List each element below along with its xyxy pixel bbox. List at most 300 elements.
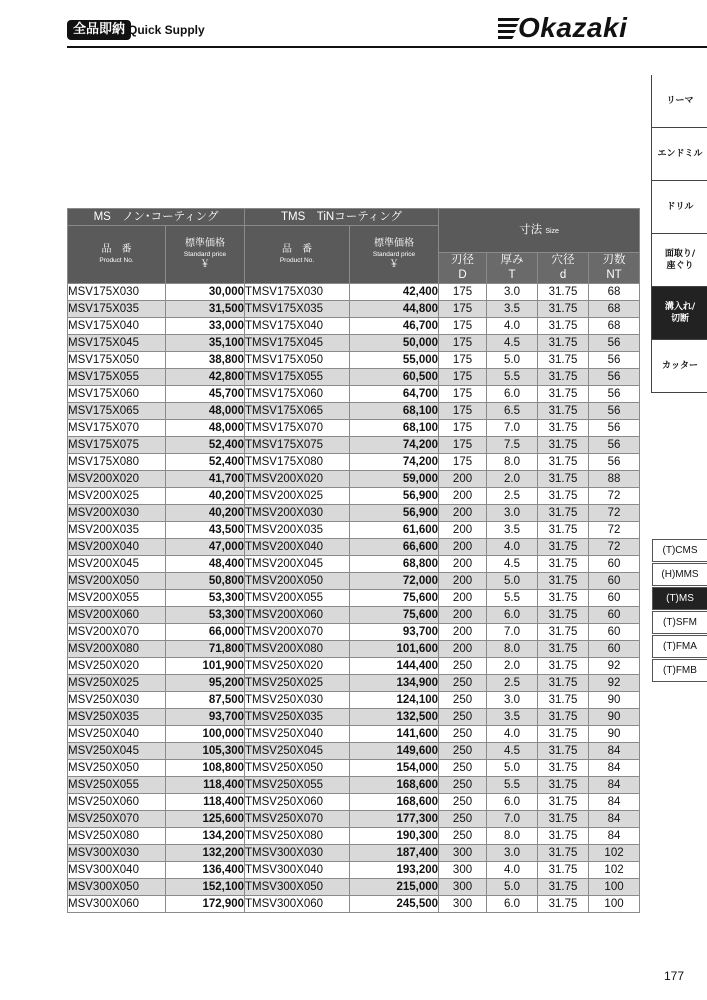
table-cell: 31.75 — [538, 301, 589, 318]
table-cell: 190,300 — [350, 828, 439, 845]
table-cell: 200 — [439, 641, 487, 658]
table-cell: 31.75 — [538, 624, 589, 641]
table-row — [68, 641, 640, 658]
table-cell: 31.75 — [538, 454, 589, 471]
table-cell: 95,200 — [166, 675, 245, 692]
table-cell: 31.75 — [538, 879, 589, 896]
table-cell: 87,500 — [166, 692, 245, 709]
table-cell: TMSV175X035 — [245, 301, 350, 318]
table-cell: 132,200 — [166, 845, 245, 862]
table-cell: 68,800 — [350, 556, 439, 573]
table-cell: 175 — [439, 352, 487, 369]
table-cell: 56 — [589, 420, 640, 437]
table-cell: 101,600 — [350, 641, 439, 658]
table-row — [68, 318, 640, 335]
table-row — [68, 760, 640, 777]
table-cell: 101,900 — [166, 658, 245, 675]
series-tab-2[interactable]: (T)MS — [652, 587, 707, 610]
table-cell: 149,600 — [350, 743, 439, 760]
table-cell: MSV250X045 — [68, 743, 166, 760]
table-cell: 72 — [589, 505, 640, 522]
side-tab-4[interactable]: 溝入れ/ 切断 — [652, 287, 707, 340]
table-cell: MSV175X075 — [68, 437, 166, 454]
table-cell: 56,900 — [350, 488, 439, 505]
table-cell: 31.75 — [538, 318, 589, 335]
table-cell: MSV200X040 — [68, 539, 166, 556]
table-cell: MSV250X030 — [68, 692, 166, 709]
table-cell: 100,000 — [166, 726, 245, 743]
table-cell: 74,200 — [350, 454, 439, 471]
table-cell: 84 — [589, 777, 640, 794]
table-cell: TMSV250X070 — [245, 811, 350, 828]
series-tab-4[interactable]: (T)FMA — [652, 635, 707, 658]
table-cell: 250 — [439, 726, 487, 743]
table-cell: 53,300 — [166, 607, 245, 624]
size-header: 寸法 Size — [439, 209, 640, 253]
table-cell: TMSV200X070 — [245, 624, 350, 641]
table-cell: MSV175X080 — [68, 454, 166, 471]
table-cell: 175 — [439, 369, 487, 386]
table-cell: 93,700 — [166, 709, 245, 726]
table-cell: 3.0 — [487, 284, 538, 301]
table-cell: 215,000 — [350, 879, 439, 896]
table-cell: 124,100 — [350, 692, 439, 709]
table-cell: 43,500 — [166, 522, 245, 539]
table-cell: TMSV200X080 — [245, 641, 350, 658]
table-cell: TMSV200X055 — [245, 590, 350, 607]
table-row — [68, 726, 640, 743]
table-row — [68, 658, 640, 675]
table-cell: 2.0 — [487, 471, 538, 488]
table-cell: 177,300 — [350, 811, 439, 828]
table-cell: 31.75 — [538, 641, 589, 658]
page-number: 177 — [664, 969, 685, 983]
table-cell: 175 — [439, 437, 487, 454]
table-cell: 200 — [439, 522, 487, 539]
table-cell: 31.75 — [538, 658, 589, 675]
table-cell: 42,400 — [350, 284, 439, 301]
table-row — [68, 369, 640, 386]
table-cell: 31.75 — [538, 471, 589, 488]
table-cell: 53,300 — [166, 590, 245, 607]
table-cell: 6.0 — [487, 794, 538, 811]
table-cell: 72 — [589, 539, 640, 556]
table-cell: 35,100 — [166, 335, 245, 352]
side-tab-0[interactable]: リーマ — [652, 75, 707, 128]
table-cell: MSV300X050 — [68, 879, 166, 896]
table-cell: 31.75 — [538, 573, 589, 590]
table-row — [68, 828, 640, 845]
table-cell: MSV250X020 — [68, 658, 166, 675]
table-cell: 250 — [439, 675, 487, 692]
table-cell: 193,200 — [350, 862, 439, 879]
table-row — [68, 471, 640, 488]
table-cell: TMSV175X075 — [245, 437, 350, 454]
table-row — [68, 420, 640, 437]
table-cell: 200 — [439, 607, 487, 624]
col-price-ms: 標準価格 Standard price ￥ — [166, 226, 245, 284]
table-cell: TMSV300X040 — [245, 862, 350, 879]
group-header-tms: TMS TiNコーティング — [245, 209, 439, 226]
table-row — [68, 607, 640, 624]
table-cell: 7.5 — [487, 437, 538, 454]
table-cell: 41,700 — [166, 471, 245, 488]
table-cell: 74,200 — [350, 437, 439, 454]
table-cell: MSV175X065 — [68, 403, 166, 420]
table-cell: 31.75 — [538, 862, 589, 879]
quick-supply-badge: 全品即納 — [67, 20, 131, 40]
table-cell: 250 — [439, 658, 487, 675]
table-cell: 300 — [439, 862, 487, 879]
table-cell: TMSV300X050 — [245, 879, 350, 896]
table-cell: 84 — [589, 794, 640, 811]
table-cell: 31.75 — [538, 675, 589, 692]
table-cell: 52,400 — [166, 454, 245, 471]
table-cell: MSV200X060 — [68, 607, 166, 624]
table-cell: 72 — [589, 522, 640, 539]
table-cell: 7.0 — [487, 420, 538, 437]
table-cell: 33,000 — [166, 318, 245, 335]
table-cell: 175 — [439, 403, 487, 420]
table-cell: TMSV175X055 — [245, 369, 350, 386]
table-row — [68, 301, 640, 318]
table-row — [68, 505, 640, 522]
table-cell: 141,600 — [350, 726, 439, 743]
table-cell: 5.0 — [487, 879, 538, 896]
table-cell: 4.5 — [487, 743, 538, 760]
table-row — [68, 709, 640, 726]
table-cell: MSV250X040 — [68, 726, 166, 743]
table-cell: TMSV250X035 — [245, 709, 350, 726]
table-cell: 134,900 — [350, 675, 439, 692]
side-tab-1[interactable]: エンドミル — [652, 128, 707, 181]
table-cell: 60,500 — [350, 369, 439, 386]
table-cell: 300 — [439, 879, 487, 896]
col-thickness: 厚み T — [487, 253, 538, 284]
table-cell: 40,200 — [166, 505, 245, 522]
table-cell: 48,400 — [166, 556, 245, 573]
table-row — [68, 454, 640, 471]
table-cell: 84 — [589, 828, 640, 845]
table-cell: MSV200X055 — [68, 590, 166, 607]
table-cell: 44,800 — [350, 301, 439, 318]
table-cell: 187,400 — [350, 845, 439, 862]
table-cell: 31.75 — [538, 369, 589, 386]
table-cell: 200 — [439, 624, 487, 641]
table-cell: 175 — [439, 318, 487, 335]
table-cell: 68 — [589, 284, 640, 301]
table-cell: 300 — [439, 896, 487, 913]
table-cell: 168,600 — [350, 777, 439, 794]
table-cell: MSV250X035 — [68, 709, 166, 726]
table-cell: 60 — [589, 607, 640, 624]
table-cell: TMSV175X050 — [245, 352, 350, 369]
table-cell: MSV250X025 — [68, 675, 166, 692]
table-cell: 72 — [589, 488, 640, 505]
table-cell: 60 — [589, 590, 640, 607]
table-row — [68, 386, 640, 403]
table-cell: 52,400 — [166, 437, 245, 454]
table-cell: 46,700 — [350, 318, 439, 335]
table-cell: 4.5 — [487, 335, 538, 352]
col-teeth: 刃数 NT — [589, 253, 640, 284]
table-cell: 50,800 — [166, 573, 245, 590]
table-cell: 6.0 — [487, 386, 538, 403]
table-cell: 175 — [439, 284, 487, 301]
table-cell: 134,200 — [166, 828, 245, 845]
table-cell: 144,400 — [350, 658, 439, 675]
table-row — [68, 777, 640, 794]
table-cell: MSV200X030 — [68, 505, 166, 522]
table-row — [68, 573, 640, 590]
table-cell: 250 — [439, 777, 487, 794]
table-cell: 90 — [589, 726, 640, 743]
table-cell: 40,200 — [166, 488, 245, 505]
table-cell: 31.75 — [538, 896, 589, 913]
col-product-tms: 品 番 Product No. — [245, 226, 350, 284]
table-row — [68, 811, 640, 828]
table-cell: 2.0 — [487, 658, 538, 675]
table-cell: 245,500 — [350, 896, 439, 913]
table-cell: 84 — [589, 811, 640, 828]
table-cell: 168,600 — [350, 794, 439, 811]
table-cell: 175 — [439, 335, 487, 352]
table-row — [68, 403, 640, 420]
table-cell: TMSV300X060 — [245, 896, 350, 913]
table-cell: TMSV250X030 — [245, 692, 350, 709]
table-cell: MSV175X045 — [68, 335, 166, 352]
table-row — [68, 437, 640, 454]
table-cell: 56 — [589, 454, 640, 471]
table-cell: 60 — [589, 556, 640, 573]
table-cell: 200 — [439, 539, 487, 556]
table-cell: TMSV200X060 — [245, 607, 350, 624]
table-cell: MSV250X070 — [68, 811, 166, 828]
table-cell: 152,100 — [166, 879, 245, 896]
table-cell: 61,600 — [350, 522, 439, 539]
table-cell: 31.75 — [538, 284, 589, 301]
table-cell: 31.75 — [538, 845, 589, 862]
table-cell: 200 — [439, 471, 487, 488]
table-cell: TMSV175X040 — [245, 318, 350, 335]
table-cell: 31.75 — [538, 607, 589, 624]
table-cell: 5.0 — [487, 352, 538, 369]
table-cell: 200 — [439, 488, 487, 505]
table-cell: 31.75 — [538, 828, 589, 845]
table-cell: TMSV300X030 — [245, 845, 350, 862]
table-row — [68, 590, 640, 607]
table-cell: 2.5 — [487, 488, 538, 505]
col-price-tms: 標準価格 Standard price ￥ — [350, 226, 439, 284]
table-cell: 8.0 — [487, 641, 538, 658]
table-cell: 118,400 — [166, 794, 245, 811]
table-cell: 7.0 — [487, 624, 538, 641]
table-cell: 3.0 — [487, 505, 538, 522]
table-cell: 84 — [589, 743, 640, 760]
table-cell: MSV250X055 — [68, 777, 166, 794]
table-row — [68, 352, 640, 369]
table-cell: 100 — [589, 879, 640, 896]
table-cell: 31.75 — [538, 539, 589, 556]
table-row — [68, 488, 640, 505]
table-row — [68, 675, 640, 692]
table-cell: 60 — [589, 573, 640, 590]
table-cell: 56 — [589, 369, 640, 386]
table-cell: 30,000 — [166, 284, 245, 301]
table-cell: TMSV200X040 — [245, 539, 350, 556]
table-cell: 92 — [589, 675, 640, 692]
table-cell: 31.75 — [538, 726, 589, 743]
category-tabs — [651, 75, 707, 393]
table-cell: MSV250X050 — [68, 760, 166, 777]
table-row — [68, 522, 640, 539]
table-cell: 118,400 — [166, 777, 245, 794]
table-cell: 5.5 — [487, 590, 538, 607]
table-cell: TMSV250X050 — [245, 760, 350, 777]
series-tabs — [652, 539, 707, 683]
table-cell: TMSV175X030 — [245, 284, 350, 301]
side-tab-3[interactable]: 面取り/ 座ぐり — [652, 234, 707, 287]
table-cell: 175 — [439, 386, 487, 403]
table-cell: MSV175X050 — [68, 352, 166, 369]
series-tab-1[interactable]: (H)MMS — [652, 563, 707, 586]
side-tab-5[interactable]: カッター — [652, 340, 707, 393]
table-cell: TMSV175X070 — [245, 420, 350, 437]
table-cell: 55,000 — [350, 352, 439, 369]
table-row — [68, 845, 640, 862]
table-cell: TMSV250X060 — [245, 794, 350, 811]
table-cell: 105,300 — [166, 743, 245, 760]
series-tab-5[interactable]: (T)FMB — [652, 659, 707, 682]
table-row — [68, 335, 640, 352]
table-cell: 5.0 — [487, 573, 538, 590]
table-cell: 64,700 — [350, 386, 439, 403]
table-cell: 31.75 — [538, 352, 589, 369]
table-cell: 102 — [589, 862, 640, 879]
table-cell: 300 — [439, 845, 487, 862]
table-cell: TMSV250X025 — [245, 675, 350, 692]
table-cell: 4.0 — [487, 539, 538, 556]
table-cell: TMSV250X080 — [245, 828, 350, 845]
table-cell: MSV300X060 — [68, 896, 166, 913]
table-row — [68, 539, 640, 556]
table-cell: 250 — [439, 760, 487, 777]
table-cell: 56,900 — [350, 505, 439, 522]
table-cell: 3.0 — [487, 692, 538, 709]
table-cell: 7.0 — [487, 811, 538, 828]
table-cell: 31.75 — [538, 505, 589, 522]
table-cell: 42,800 — [166, 369, 245, 386]
table-cell: 56 — [589, 335, 640, 352]
table-cell: 31.75 — [538, 488, 589, 505]
table-cell: 90 — [589, 692, 640, 709]
table-cell: 56 — [589, 437, 640, 454]
table-cell: 4.0 — [487, 726, 538, 743]
brand-logo-text: Okazaki — [518, 12, 628, 43]
table-cell: 6.0 — [487, 896, 538, 913]
table-cell: MSV200X035 — [68, 522, 166, 539]
table-cell: 5.5 — [487, 369, 538, 386]
table-cell: MSV200X070 — [68, 624, 166, 641]
table-cell: MSV175X055 — [68, 369, 166, 386]
table-cell: 31.75 — [538, 692, 589, 709]
table-row — [68, 794, 640, 811]
table-row — [68, 896, 640, 913]
table-row — [68, 862, 640, 879]
table-cell: 200 — [439, 590, 487, 607]
table-cell: 45,700 — [166, 386, 245, 403]
table-cell: 250 — [439, 811, 487, 828]
table-cell: 31.75 — [538, 811, 589, 828]
table-cell: 200 — [439, 556, 487, 573]
table-cell: TMSV200X035 — [245, 522, 350, 539]
table-cell: 4.0 — [487, 318, 538, 335]
table-cell: 88 — [589, 471, 640, 488]
table-cell: 48,000 — [166, 403, 245, 420]
table-cell: 92 — [589, 658, 640, 675]
table-cell: 31.75 — [538, 556, 589, 573]
table-row — [68, 879, 640, 896]
table-cell: 3.0 — [487, 845, 538, 862]
table-cell: 56 — [589, 403, 640, 420]
table-cell: 175 — [439, 454, 487, 471]
table-cell: TMSV250X020 — [245, 658, 350, 675]
series-tab-3[interactable]: (T)SFM — [652, 611, 707, 634]
table-cell: 48,000 — [166, 420, 245, 437]
table-cell: 200 — [439, 505, 487, 522]
table-cell: 56 — [589, 352, 640, 369]
table-cell: TMSV175X060 — [245, 386, 350, 403]
table-cell: 108,800 — [166, 760, 245, 777]
table-cell: MSV250X060 — [68, 794, 166, 811]
side-tab-2[interactable]: ドリル — [652, 181, 707, 234]
table-cell: 31.75 — [538, 777, 589, 794]
table-cell: 50,000 — [350, 335, 439, 352]
table-cell: 175 — [439, 420, 487, 437]
table-cell: 47,000 — [166, 539, 245, 556]
table-row — [68, 624, 640, 641]
table-cell: MSV175X040 — [68, 318, 166, 335]
table-cell: 2.5 — [487, 675, 538, 692]
table-cell: MSV200X020 — [68, 471, 166, 488]
table-cell: 3.5 — [487, 301, 538, 318]
table-cell: TMSV200X030 — [245, 505, 350, 522]
series-tab-0[interactable]: (T)CMS — [652, 539, 707, 562]
table-cell: 250 — [439, 709, 487, 726]
table-cell: TMSV200X020 — [245, 471, 350, 488]
table-cell: 75,600 — [350, 590, 439, 607]
table-cell: 100 — [589, 896, 640, 913]
table-cell: 4.0 — [487, 862, 538, 879]
table-cell: MSV300X030 — [68, 845, 166, 862]
table-cell: 6.5 — [487, 403, 538, 420]
table-cell: 31.75 — [538, 743, 589, 760]
table-cell: 132,500 — [350, 709, 439, 726]
table-cell: 56 — [589, 386, 640, 403]
table-cell: 71,800 — [166, 641, 245, 658]
table-cell: 31.75 — [538, 437, 589, 454]
col-diameter: 刃径 D — [439, 253, 487, 284]
table-cell: 68,100 — [350, 403, 439, 420]
table-cell: 60 — [589, 641, 640, 658]
table-cell: 136,400 — [166, 862, 245, 879]
table-cell: 102 — [589, 845, 640, 862]
table-cell: 31.75 — [538, 709, 589, 726]
table-cell: MSV175X070 — [68, 420, 166, 437]
table-cell: 90 — [589, 709, 640, 726]
table-cell: TMSV175X045 — [245, 335, 350, 352]
table-cell: TMSV200X045 — [245, 556, 350, 573]
